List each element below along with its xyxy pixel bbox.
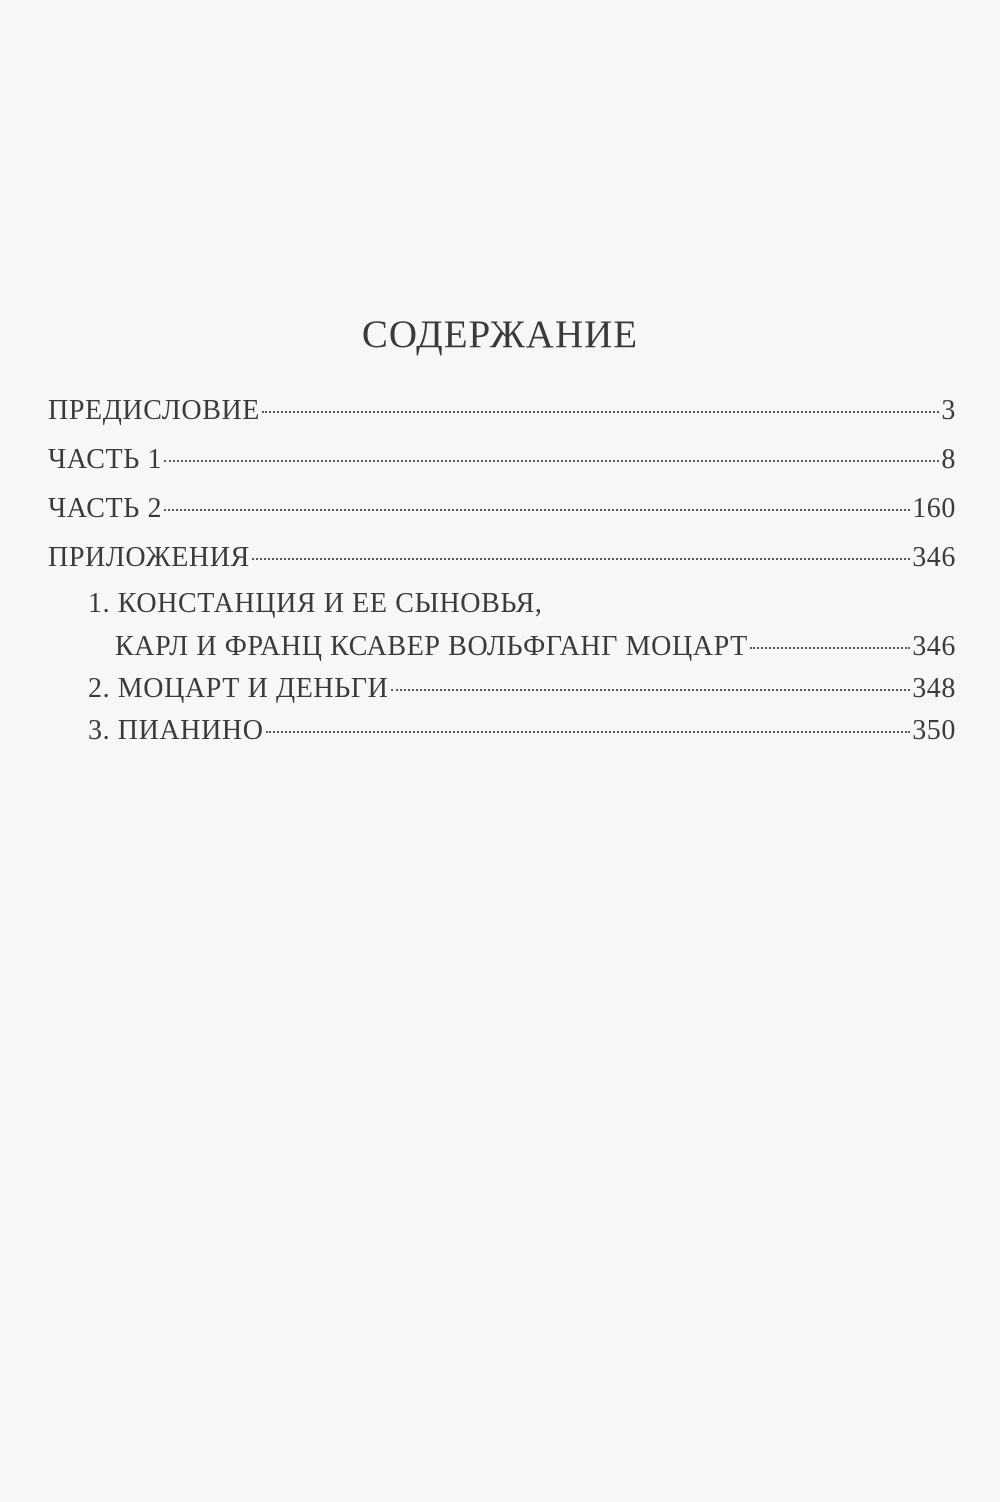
toc-entry-label: ЧАСТЬ 1 xyxy=(48,444,163,475)
toc-page-number: 348 xyxy=(912,673,956,704)
toc-subentry-money[interactable] xyxy=(48,668,956,710)
toc-entry-label: ПРИЛОЖЕНИЯ xyxy=(48,542,250,573)
dot-leader xyxy=(266,731,911,733)
toc-subentry-piano[interactable] xyxy=(48,710,956,752)
dot-leader xyxy=(391,689,911,691)
toc-entry-label: ЧАСТЬ 2 xyxy=(48,493,163,524)
toc-entry-appendices[interactable] xyxy=(48,533,956,582)
toc-subentry-label: 3. ПИАНИНО xyxy=(88,715,264,746)
toc-subentry-constance-line2[interactable] xyxy=(48,626,956,668)
toc-page-number: 346 xyxy=(912,631,956,662)
dot-leader xyxy=(750,647,910,649)
toc-subentry-constance-line1[interactable] xyxy=(48,582,956,626)
toc-page-number: 346 xyxy=(912,542,956,573)
toc-entry-label: ПРЕДИСЛОВИЕ xyxy=(48,395,261,426)
toc-subentry-label: КАРЛ И ФРАНЦ КСАВЕР ВОЛЬФГАНГ МОЦАРТ xyxy=(115,631,748,662)
dot-leader xyxy=(252,558,910,560)
table-of-contents xyxy=(48,386,956,752)
toc-subentry-label: 2. МОЦАРТ И ДЕНЬГИ xyxy=(88,673,389,704)
toc-entry-part-2[interactable] xyxy=(48,484,956,533)
toc-entry-part-1[interactable] xyxy=(48,435,956,484)
toc-page-number: 160 xyxy=(912,493,956,524)
dot-leader xyxy=(262,411,939,413)
toc-subentry-label: 1. КОНСТАНЦИЯ И ЕЕ СЫНОВЬЯ, xyxy=(88,588,543,619)
toc-page-number: 3 xyxy=(941,395,956,426)
page-title: СОДЕРЖАНИЕ xyxy=(361,313,639,356)
dot-leader xyxy=(164,509,910,511)
toc-page-number: 350 xyxy=(912,715,956,746)
dot-leader xyxy=(164,460,939,462)
toc-page-number: 8 xyxy=(941,444,956,475)
toc-entry-preface[interactable] xyxy=(48,386,956,435)
